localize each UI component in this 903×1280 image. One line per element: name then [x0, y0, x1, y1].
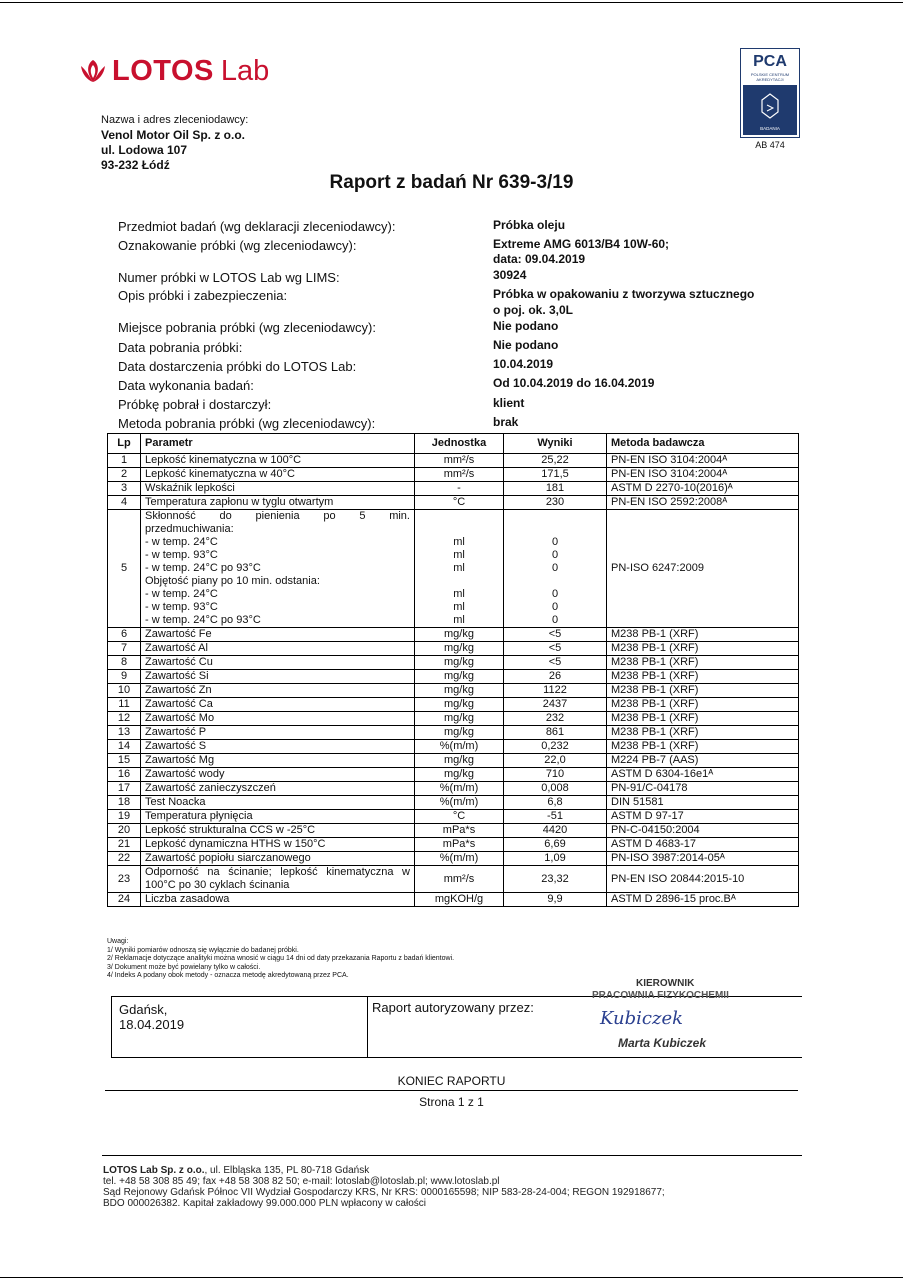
table-row	[108, 740, 799, 754]
signature-divider	[367, 997, 368, 1057]
table-row	[108, 510, 799, 628]
note-line: 2/ Reklamacje dotyczące analityki można wnosić w ciągu 14 dni od daty przekazania Raportu z badań klientowi.	[107, 955, 455, 962]
table-row	[108, 468, 799, 482]
table-row	[108, 852, 799, 866]
table-row	[108, 656, 799, 670]
cell-result: 171,5	[504, 468, 607, 482]
issue-place-date	[119, 1002, 184, 1032]
cell-result: 232	[504, 712, 607, 726]
cell-lp: 12	[108, 712, 141, 726]
footer-line-3: Sąd Rejonowy Gdańsk Północ VII Wydział Gospodarczy KRS, Nr KRS: 0000165598; NIP 583-28-24-004; REGON 192918677;	[103, 1187, 665, 1198]
table-row	[108, 782, 799, 796]
cell-method: M238 PB-1 (XRF)	[607, 726, 799, 740]
cell-unit: %(m/m)	[415, 740, 504, 754]
cell-lp: 8	[108, 656, 141, 670]
footer-line-1	[103, 1165, 665, 1176]
result-line	[508, 510, 602, 523]
cell-result: 23,32	[504, 866, 607, 893]
cell-result: 6,69	[504, 838, 607, 852]
cell-result: <5	[504, 656, 607, 670]
info-value: 10.04.2019	[493, 357, 554, 371]
footer-company: LOTOS Lab Sp. z o.o.	[103, 1165, 205, 1176]
cell-param: Zawartość Mg	[141, 754, 415, 768]
cell-unit: mm²/s	[415, 866, 504, 893]
company-footer	[103, 1165, 665, 1209]
cell-result: 26	[504, 670, 607, 684]
info-value: Nie podano	[493, 338, 559, 352]
cell-method: DIN 51581	[607, 796, 799, 810]
param-line: Objętość piany po 10 min. odstania:	[145, 575, 320, 587]
info-value: 30924	[493, 268, 527, 282]
table-row	[108, 496, 799, 510]
cell-method: PN-C-04150:2004	[607, 824, 799, 838]
cell-result: 710	[504, 768, 607, 782]
cell-result: 1,09	[504, 852, 607, 866]
authorized-label: Raport autoryzowany przez:	[372, 1000, 534, 1015]
cell-lp: 6	[108, 628, 141, 642]
cell-lp: 7	[108, 642, 141, 656]
info-value: Nie podano	[493, 319, 559, 333]
lotos-lab-logo	[78, 54, 269, 88]
header-param: Parametr	[141, 434, 415, 454]
unit-line: ml	[453, 562, 465, 574]
cell-unit: -	[415, 482, 504, 496]
unit-line	[419, 523, 499, 536]
stamp-department: PRACOWNIA FIZYKOCHEMII	[592, 990, 729, 1001]
table-row	[108, 628, 799, 642]
table-header-row	[108, 434, 799, 454]
cell-param	[141, 510, 415, 628]
cell-result: 230	[504, 496, 607, 510]
cell-lp: 19	[108, 810, 141, 824]
notes	[107, 938, 454, 981]
cell-param: Test Noacka	[141, 796, 415, 810]
pca-sub1-text: POLSKIE CENTRUM	[750, 72, 790, 77]
info-label: Numer próbki w LOTOS Lab wg LIMS:	[118, 270, 340, 285]
cell-param: Liczba zasadowa	[141, 893, 415, 907]
cell-result: 1122	[504, 684, 607, 698]
cell-result: 4420	[504, 824, 607, 838]
cell-param: Zawartość zanieczyszczeń	[141, 782, 415, 796]
pca-sub3-text: BADANIA	[760, 126, 780, 131]
cell-result: 861	[504, 726, 607, 740]
result-line: 0	[551, 562, 559, 574]
param-line: - w temp. 24°C po 93°C	[145, 614, 261, 626]
cell-result: 181	[504, 482, 607, 496]
cell-method: ASTM D 2896-15 proc.Bᴬ	[607, 893, 799, 907]
note-line: 3/ Dokument może być powielany tylko w całości.	[107, 963, 261, 971]
client-street: ul. Lodowa 107	[101, 143, 188, 157]
end-of-report: KONIEC RAPORTU	[397, 1074, 506, 1088]
table-row	[108, 893, 799, 907]
cell-param: Zawartość Ca	[141, 698, 415, 712]
param-line: 100°C po 30 cyklach ścinania	[145, 879, 290, 891]
cell-lp: 5	[108, 510, 141, 628]
cell-unit: mm²/s	[415, 454, 504, 468]
param-line: - w temp. 93°C	[145, 549, 218, 561]
result-line	[508, 523, 602, 536]
param-line: - w temp. 93°C	[145, 601, 218, 613]
page-bottom-border	[0, 1277, 903, 1278]
cell-result: -51	[504, 810, 607, 824]
info-value: Próbka w opakowaniu z tworzywa sztucznego	[493, 287, 755, 301]
cell-unit: mg/kg	[415, 656, 504, 670]
table-row	[108, 838, 799, 852]
cell-lp: 1	[108, 454, 141, 468]
note-line: Uwagi:	[107, 938, 129, 945]
cell-param: Wskaźnik lepkości	[141, 482, 415, 496]
footer-line-4: BDO 000026382. Kapitał zakładowy 99.000.000 PLN wpłacony w całości	[103, 1198, 426, 1209]
header-unit: Jednostka	[415, 434, 504, 454]
cell-result: 9,9	[504, 893, 607, 907]
cell-method: M238 PB-1 (XRF)	[607, 642, 799, 656]
table-row	[108, 866, 799, 893]
note-line: 1/ Wyniki pomiarów odnoszą się wyłącznie do badanej próbki.	[107, 946, 299, 954]
cell-method: M238 PB-1 (XRF)	[607, 670, 799, 684]
header-method: Metoda badawcza	[607, 434, 799, 454]
signer-name: Marta Kubiczek	[618, 1036, 707, 1050]
cell-unit: mg/kg	[415, 754, 504, 768]
cell-param: Lepkość kinematyczna w 100°C	[141, 454, 415, 468]
cell-method: M238 PB-1 (XRF)	[607, 698, 799, 712]
cell-method: PN-ISO 3987:2014-05ᴬ	[607, 852, 799, 866]
unit-line: ml	[453, 614, 465, 626]
cell-unit: mgKOH/g	[415, 893, 504, 907]
cell-param: Lepkość dynamiczna HTHS w 150°C	[141, 838, 415, 852]
info-value-line2: o poj. ok. 3,0L	[493, 303, 574, 317]
page-number: Strona 1 z 1	[419, 1095, 484, 1109]
client-city: 93-232 Łódź	[101, 158, 170, 172]
info-label: Data pobrania próbki:	[118, 340, 243, 355]
stamp-title: KIEROWNIK	[636, 978, 695, 989]
cell-method: ASTM D 2270-10(2016)ᴬ	[607, 482, 799, 496]
table-row	[108, 824, 799, 838]
cell-method: M238 PB-1 (XRF)	[607, 740, 799, 754]
result-line: 0	[551, 549, 559, 561]
cell-result: 0,008	[504, 782, 607, 796]
table-row	[108, 684, 799, 698]
cell-lp: 4	[108, 496, 141, 510]
handwritten-signature: Kubiczek	[600, 1008, 684, 1029]
table-row	[108, 482, 799, 496]
cell-param: Zawartość S	[141, 740, 415, 754]
cell-lp: 2	[108, 468, 141, 482]
cell-unit: mg/kg	[415, 698, 504, 712]
cell-unit: mPa*s	[415, 824, 504, 838]
cell-param: Lepkość strukturalna CCS w -25°C	[141, 824, 415, 838]
table-row	[108, 670, 799, 684]
logo-suffix-text: Lab	[220, 54, 270, 87]
cell-param: Zawartość P	[141, 726, 415, 740]
cell-unit: %(m/m)	[415, 852, 504, 866]
cell-lp: 3	[108, 482, 141, 496]
cell-param: Temperatura zapłonu w tyglu otwartym	[141, 496, 415, 510]
info-label: Próbkę pobrał i dostarczył:	[118, 397, 272, 412]
param-line: - w temp. 24°C	[145, 536, 218, 548]
cell-result: 2437	[504, 698, 607, 712]
table-row	[108, 810, 799, 824]
cell-method: PN-EN ISO 2592:2008ᴬ	[607, 496, 799, 510]
cell-method: PN-91/C-04178	[607, 782, 799, 796]
info-label: Opis próbki i zabezpieczenia:	[118, 288, 288, 303]
info-label: Data wykonania badań:	[118, 378, 254, 393]
info-label: Data dostarczenia próbki do LOTOS Lab:	[118, 359, 357, 374]
table-row	[108, 768, 799, 782]
cell-lp: 15	[108, 754, 141, 768]
table-row	[108, 726, 799, 740]
page-top-border	[0, 2, 903, 3]
cell-unit: mPa*s	[415, 838, 504, 852]
end-divider	[105, 1090, 798, 1091]
cell-unit: mg/kg	[415, 628, 504, 642]
result-line: 0	[551, 614, 559, 626]
cell-result: 6,8	[504, 796, 607, 810]
unit-line: ml	[453, 536, 465, 548]
param-line: Skłonność do pienienia po 5 min.	[145, 510, 410, 522]
cell-param: Zawartość Zn	[141, 684, 415, 698]
cell-lp: 13	[108, 726, 141, 740]
cell-param: Zawartość Cu	[141, 656, 415, 670]
cell-param: Zawartość wody	[141, 768, 415, 782]
cell-unit: mg/kg	[415, 712, 504, 726]
cell-param: Zawartość popiołu siarczanowego	[141, 852, 415, 866]
pca-sub2-text: AKREDYTACJI	[756, 77, 784, 82]
footer-address: , ul. Elbląska 135, PL 80-718 Gdańsk	[204, 1165, 370, 1176]
header-result: Wyniki	[504, 434, 607, 454]
table-row	[108, 642, 799, 656]
cell-result: <5	[504, 628, 607, 642]
footer-line-2: tel. +48 58 308 85 49; fax +48 58 308 82 50; e-mail: lotoslab@lotoslab.pl; www.lotoslab.pl	[103, 1176, 500, 1187]
cell-param: Zawartość Al	[141, 642, 415, 656]
issue-date: 18.04.2019	[119, 1017, 185, 1032]
cell-method: M224 PB-7 (AAS)	[607, 754, 799, 768]
logo-brand-text: LOTOS	[112, 54, 214, 87]
param-line: przedmuchiwania:	[145, 523, 234, 535]
cell-lp: 17	[108, 782, 141, 796]
result-line	[508, 575, 602, 588]
cell-lp: 16	[108, 768, 141, 782]
cell-unit: mg/kg	[415, 670, 504, 684]
cell-method: M238 PB-1 (XRF)	[607, 684, 799, 698]
cell-result: 22,0	[504, 754, 607, 768]
note-line: 4/ Indeks A podany obok metody - oznacza metodę akredytowaną przez PCA.	[107, 972, 349, 979]
cell-lp: 20	[108, 824, 141, 838]
cell-lp: 10	[108, 684, 141, 698]
cell-method: PN-EN ISO 3104:2004ᴬ	[607, 468, 799, 482]
cell-lp: 21	[108, 838, 141, 852]
info-value-line2: data: 09.04.2019	[493, 252, 586, 266]
unit-line	[419, 510, 499, 523]
cell-method: M238 PB-1 (XRF)	[607, 656, 799, 670]
info-label: Oznakowanie próbki (wg zleceniodawcy):	[118, 238, 357, 253]
cell-unit: mg/kg	[415, 768, 504, 782]
cell-param: Temperatura płynięcia	[141, 810, 415, 824]
info-label: Przedmiot badań (wg deklaracji zleceniodawcy):	[118, 219, 396, 234]
result-line: 0	[551, 588, 559, 600]
cell-result	[504, 510, 607, 628]
info-value: klient	[493, 396, 525, 410]
unit-line: ml	[453, 601, 465, 613]
cell-lp: 23	[108, 866, 141, 893]
cell-result: <5	[504, 642, 607, 656]
cell-param: Zawartość Fe	[141, 628, 415, 642]
info-value: brak	[493, 415, 519, 429]
result-line: 0	[551, 536, 559, 548]
cell-param: Zawartość Mo	[141, 712, 415, 726]
cell-unit: mg/kg	[415, 642, 504, 656]
info-value: Extreme AMG 6013/B4 10W-60;	[493, 237, 670, 251]
footer-divider	[102, 1155, 802, 1156]
info-label: Metoda pobrania próbki (wg zleceniodawcy):	[118, 416, 376, 431]
results-table	[107, 433, 799, 907]
cell-lp: 18	[108, 796, 141, 810]
cell-method: PN-EN ISO 3104:2004ᴬ	[607, 454, 799, 468]
cell-method: M238 PB-1 (XRF)	[607, 628, 799, 642]
table-row	[108, 712, 799, 726]
pca-logo-text: PCA	[753, 53, 787, 70]
table-row	[108, 454, 799, 468]
report-title: Raport z badań Nr 639-3/19	[329, 172, 574, 193]
cell-unit: mg/kg	[415, 684, 504, 698]
cell-method: PN-ISO 6247:2009	[607, 510, 799, 628]
param-line: - w temp. 24°C	[145, 588, 218, 600]
result-line: 0	[551, 601, 559, 613]
cell-method: ASTM D 6304-16e1ᴬ	[607, 768, 799, 782]
info-label: Miejsce pobrania próbki (wg zleceniodawcy):	[118, 320, 376, 335]
info-value: Od 10.04.2019 do 16.04.2019	[493, 376, 655, 390]
param-line: - w temp. 24°C po 93°C	[145, 562, 261, 574]
cell-method: M238 PB-1 (XRF)	[607, 712, 799, 726]
cell-lp: 9	[108, 670, 141, 684]
cell-unit: %(m/m)	[415, 796, 504, 810]
issue-place: Gdańsk,	[119, 1002, 168, 1017]
cell-unit	[415, 510, 504, 628]
cell-unit: °C	[415, 810, 504, 824]
cell-lp: 11	[108, 698, 141, 712]
table-row	[108, 754, 799, 768]
cell-unit: mg/kg	[415, 726, 504, 740]
cell-method: ASTM D 97-17	[607, 810, 799, 824]
cell-lp: 22	[108, 852, 141, 866]
unit-line: ml	[453, 549, 465, 561]
cell-method: ASTM D 4683-17	[607, 838, 799, 852]
cell-result: 0,232	[504, 740, 607, 754]
cell-unit: mm²/s	[415, 468, 504, 482]
cell-param: Lepkość kinematyczna w 40°C	[141, 468, 415, 482]
lotos-flower-icon	[78, 56, 108, 86]
cell-lp: 14	[108, 740, 141, 754]
cell-unit: °C	[415, 496, 504, 510]
cell-result: 25,22	[504, 454, 607, 468]
cell-method: PN-EN ISO 20844:2015-10	[607, 866, 799, 893]
param-line: Odporność na ścinanie; lepkość kinematyczna w	[145, 866, 410, 878]
table-row	[108, 796, 799, 810]
unit-line: ml	[453, 588, 465, 600]
table-row	[108, 698, 799, 712]
info-value: Próbka oleju	[493, 218, 566, 232]
accreditation-code: AB 474	[755, 140, 785, 150]
header-lp: Lp	[108, 434, 141, 454]
pca-accreditation-logo	[740, 48, 800, 138]
cell-unit: %(m/m)	[415, 782, 504, 796]
cell-lp: 24	[108, 893, 141, 907]
cell-param	[141, 866, 415, 893]
cell-param: Zawartość Si	[141, 670, 415, 684]
client-name: Venol Motor Oil Sp. z o.o.	[101, 128, 245, 142]
unit-line	[419, 575, 499, 588]
client-label: Nazwa i adres zleceniodawcy:	[101, 114, 249, 126]
